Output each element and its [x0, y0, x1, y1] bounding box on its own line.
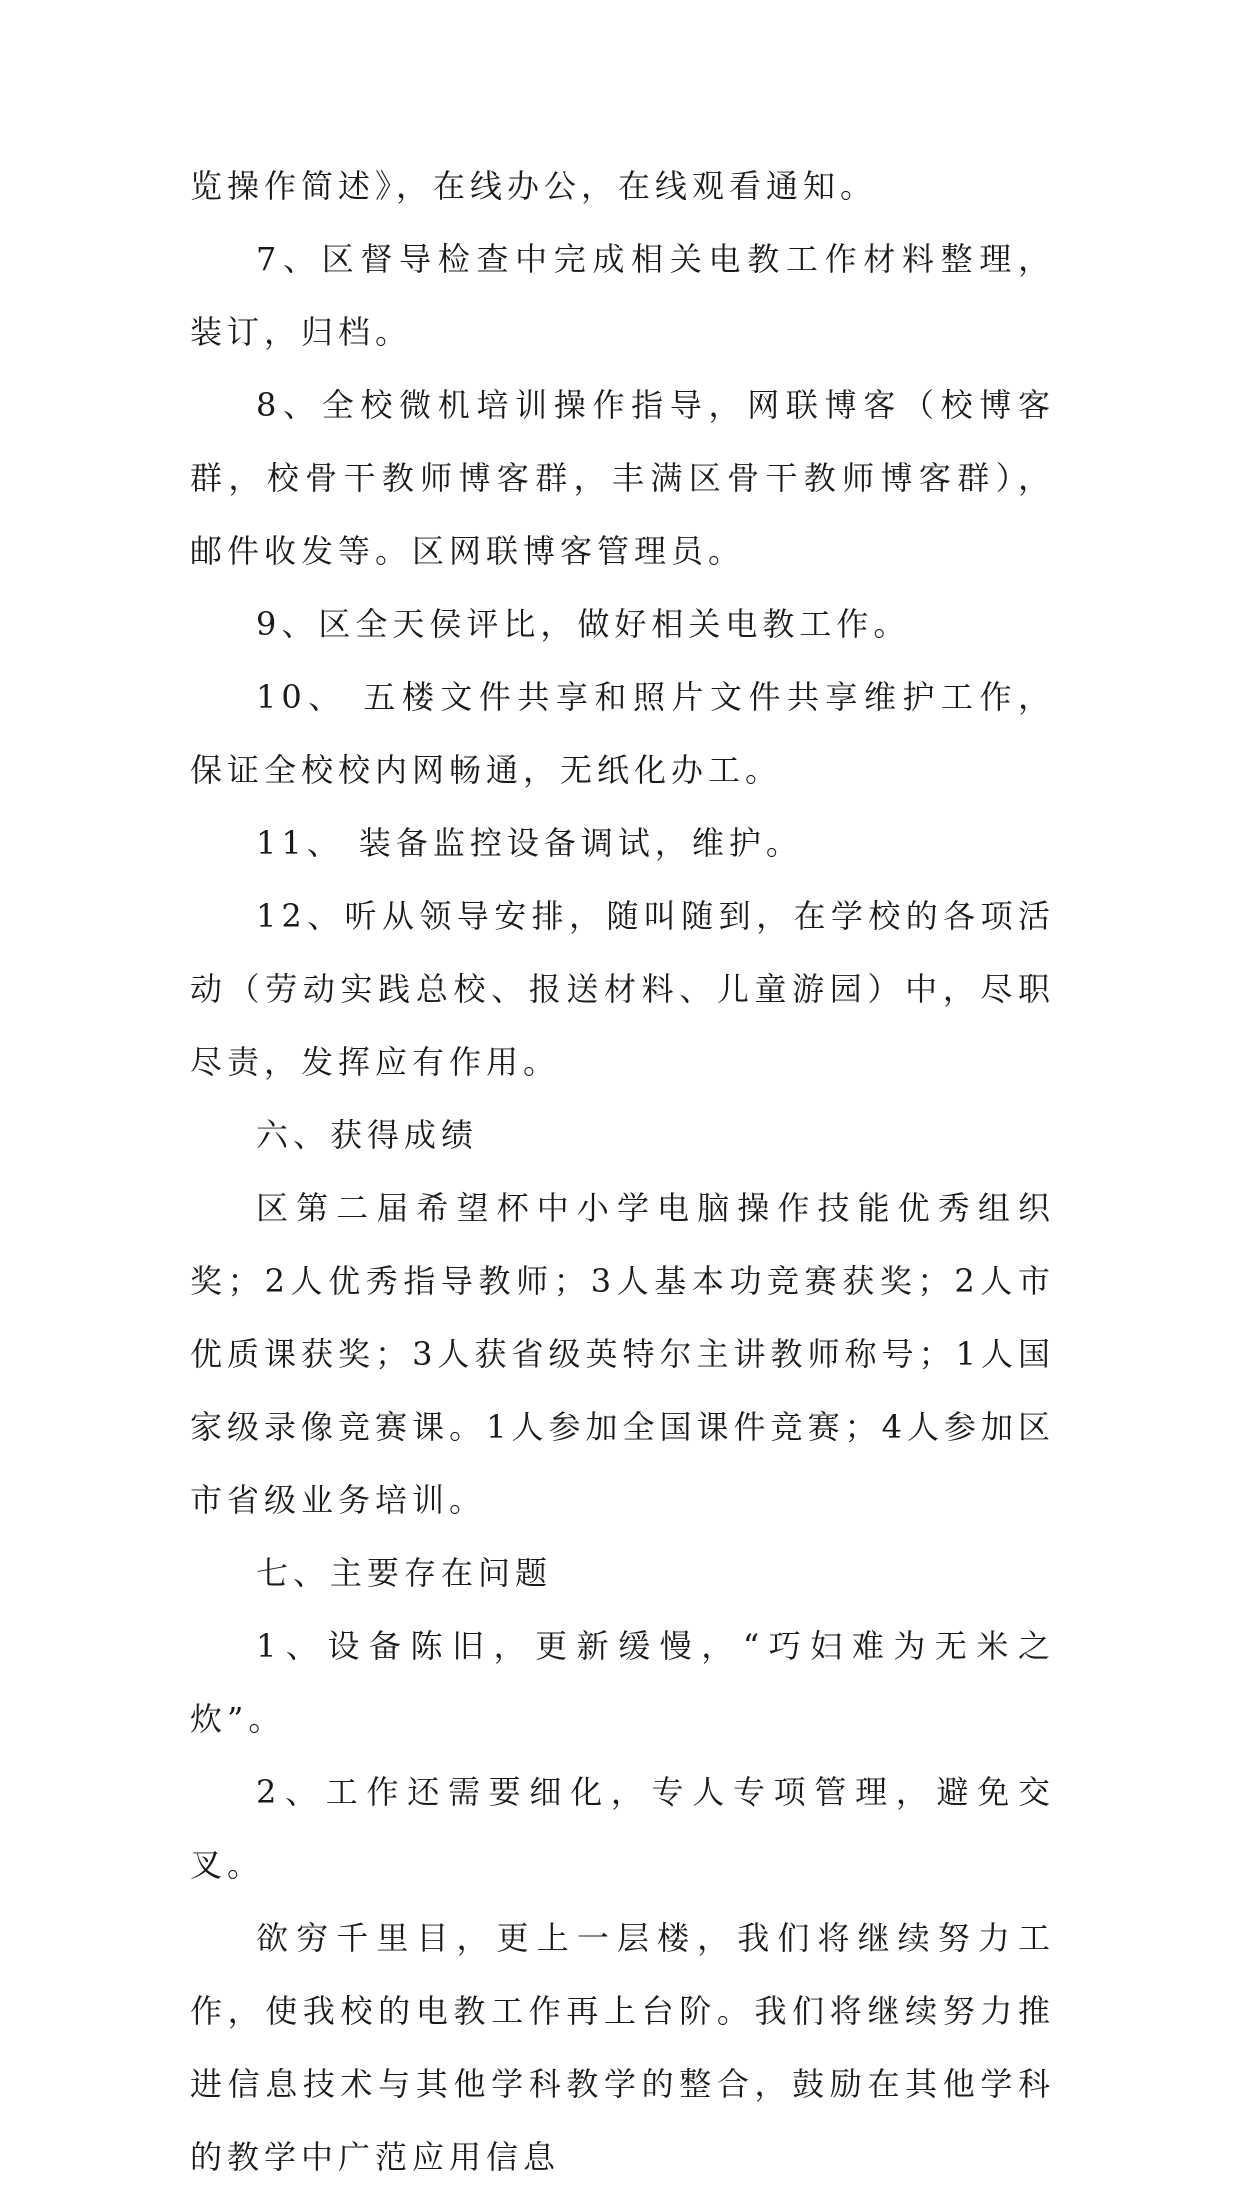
document-page: [190, 150, 1055, 2194]
paragraph-2: 7、区督导检查中完成相关电教工作材料整理，装订，归档。: [190, 240, 1055, 351]
section-heading-problems: 七、主要存在问题: [256, 1554, 553, 1592]
paragraph-11: 欲穷千里目，更上一层楼，我们将继续努力工作，使我校的电教工作再上台阶。我们将继续努力推进信息技术与其他学科教学的整合，鼓励在其他学科的教学中广范应用信息: [190, 1919, 1055, 2176]
paragraph-7: 12、听从领导安排，随叫随到，在学校的各项活动（劳动实践总校、报送材料、儿童游园）中，尽职尽责，发挥应有作用。: [190, 897, 1055, 1081]
paragraph-9: 1、设备陈旧，更新缓慢，“巧妇难为无米之炊”。: [190, 1627, 1055, 1738]
paragraph-10: 2、工作还需要细化，专人专项管理，避免交叉。: [190, 1773, 1055, 1884]
paragraph-6: 11、 装备监控设备调试，维护。: [256, 824, 803, 862]
paragraph-3: 8、全校微机培训操作指导，网联博客（校博客群，校骨干教师博客群，丰满区骨干教师博客群），邮件收发等。区网联博客管理员。: [190, 386, 1055, 570]
paragraph-4: 9、区全天侯评比，做好相关电教工作。: [256, 605, 911, 643]
section-heading-achievements: 六、获得成绩: [256, 1116, 479, 1154]
paragraph-5: 10、 五楼文件共享和照片文件共享维护工作，保证全校校内网畅通，无纸化办工。: [190, 678, 1055, 789]
paragraph-1: 览操作简述》，在线办公，在线观看通知。: [190, 167, 878, 205]
paragraph-8: 区第二届希望杯中小学电脑操作技能优秀组织奖；2人优秀指导教师；3人基本功竞赛获奖；2人市优质课获奖；3人获省级英特尔主讲教师称号；1人国家级录像竞赛课。1人参加全国课件竞赛；4人参加区市省级业务培训。: [190, 1189, 1055, 1519]
